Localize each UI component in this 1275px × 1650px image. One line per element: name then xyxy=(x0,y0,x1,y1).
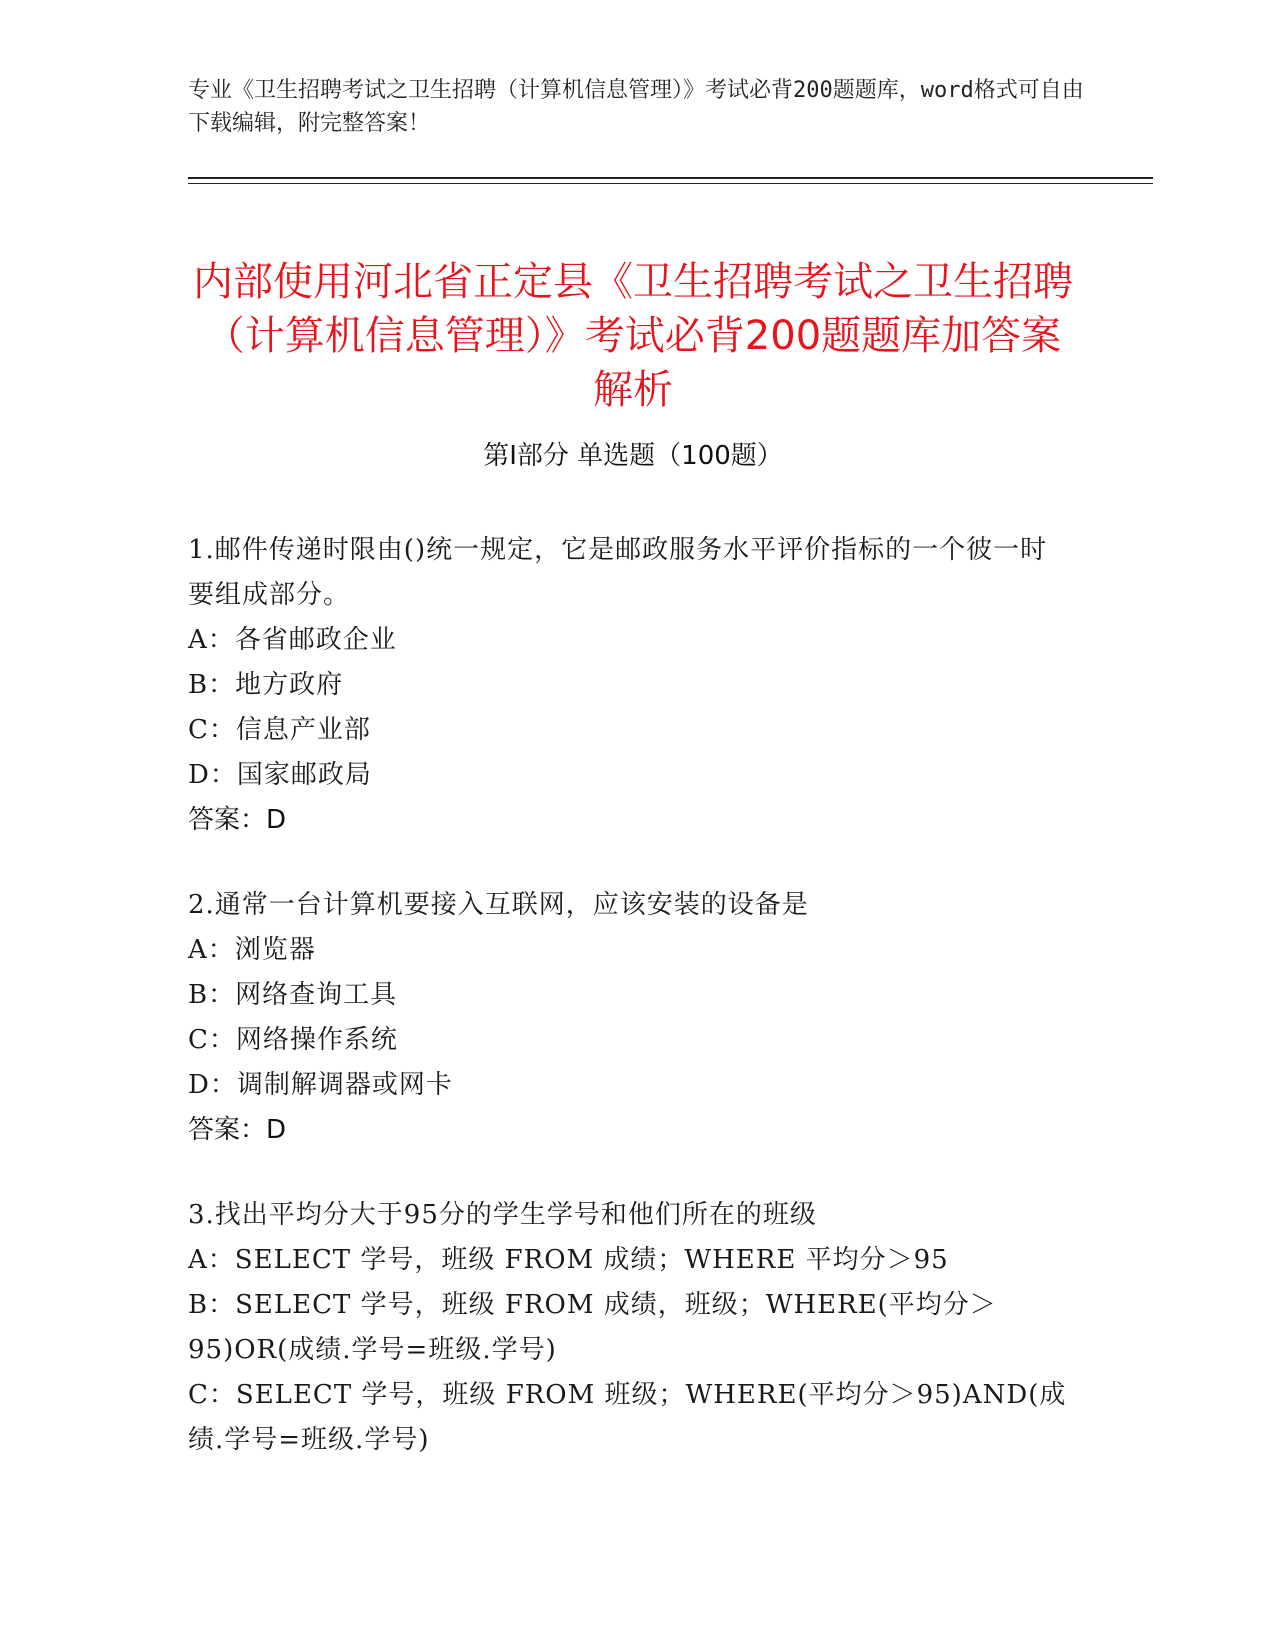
option-c: C：SELECT 学号，班级 FROM 班级；WHERE(平均分＞95)AND(成绩.学号=班级.学号) xyxy=(188,1380,1067,1455)
header-note: 专业《卫生招聘考试之卫生招聘（计算机信息管理）》考试必背200题题库，word格式可自由下载编辑，附完整答案！ xyxy=(188,78,1084,136)
option-c: C：网络操作系统 xyxy=(188,1025,398,1055)
option-b: B：地方政府 xyxy=(188,670,344,700)
question-stem: 3.找出平均分大于95分的学生学号和他们所在的班级 xyxy=(188,1200,817,1230)
answer: 答案：D xyxy=(188,805,287,835)
option-d: D：国家邮政局 xyxy=(188,760,372,790)
section-title: 第Ⅰ部分 单选题（100题） xyxy=(483,441,783,471)
option-b: B：网络查询工具 xyxy=(188,980,398,1010)
answer: 答案：D xyxy=(188,1115,287,1145)
option-a: A：SELECT 学号，班级 FROM 成绩；WHERE 平均分＞95 xyxy=(188,1245,949,1275)
question-1 xyxy=(188,528,1068,843)
option-c: C：信息产业部 xyxy=(188,715,371,745)
question-2 xyxy=(188,883,1068,1153)
header-rule-thin xyxy=(188,183,1153,184)
document-title: 内部使用河北省正定县《卫生招聘考试之卫生招聘（计算机信息管理）》考试必背200题题库加答案解析 xyxy=(193,258,1073,413)
question-stem: 1.邮件传递时限由()统一规定，它是邮政服务水平评价指标的一个彼一时要组成部分。 xyxy=(188,535,1048,610)
option-b: B：SELECT 学号，班级 FROM 成绩，班级；WHERE(平均分＞95)OR(成绩.学号=班级.学号) xyxy=(188,1290,997,1365)
option-d: D：调制解调器或网卡 xyxy=(188,1070,453,1100)
option-a: A：各省邮政企业 xyxy=(188,625,397,655)
question-stem: 2.通常一台计算机要接入互联网，应该安装的设备是 xyxy=(188,890,809,920)
header-rule-thick xyxy=(188,177,1153,179)
option-a: A：浏览器 xyxy=(188,935,316,965)
question-list xyxy=(188,528,1068,1503)
question-3 xyxy=(188,1193,1068,1463)
